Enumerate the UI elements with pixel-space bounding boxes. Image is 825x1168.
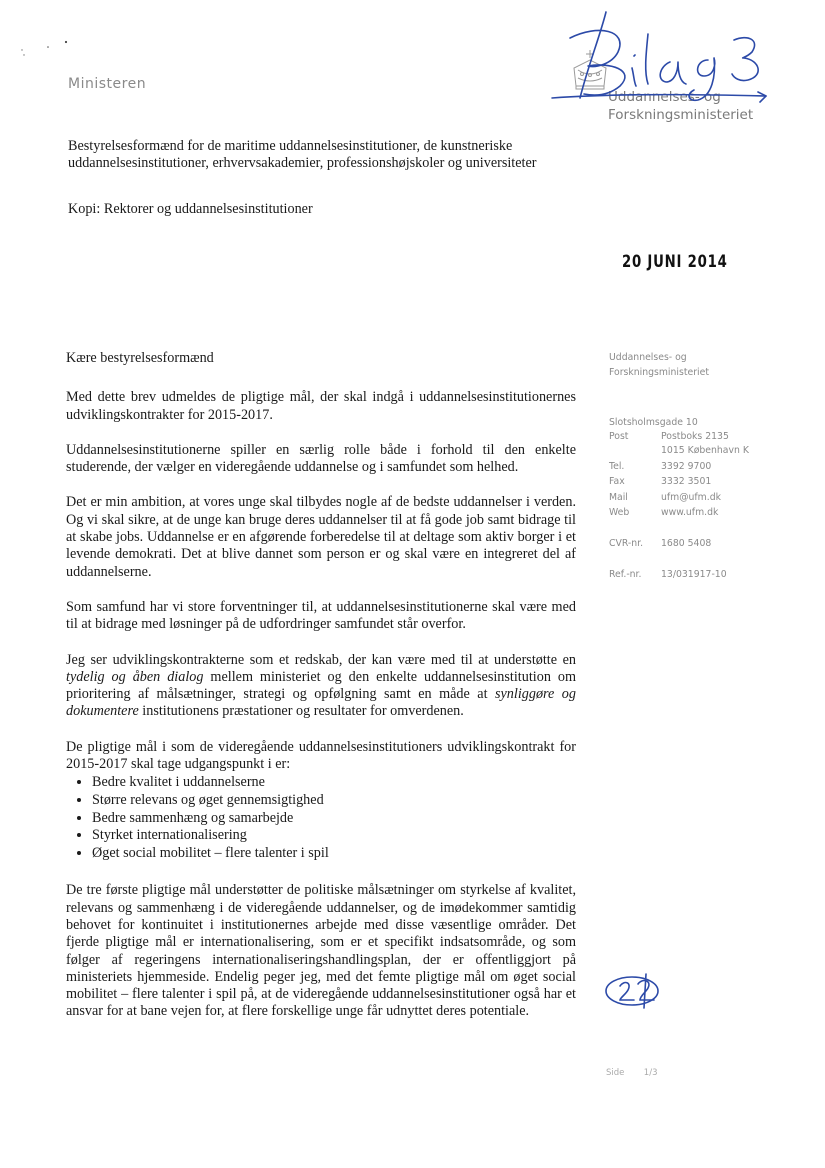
sidebar-post-value2: 1015 København K	[661, 445, 749, 456]
sidebar-address: Slotsholmsgade 10	[609, 417, 698, 428]
bilag-text: Bilag 3	[548, 6, 551, 7]
sidebar-post-value1: Postboks 2135	[661, 431, 729, 442]
letterhead-line1: Uddannelses- og	[608, 89, 721, 105]
sidebar-mail-label: Mail	[609, 492, 628, 503]
paragraph-1: Med dette brev udmeldes de pligtige mål, der skal indgå i uddannelsesinstitutionernes udviklingskontrakter for 2015-2017.	[66, 389, 576, 423]
sidebar-fax-value: 3332 3501	[661, 476, 712, 487]
list-item: • Bedre sammenhæng og samarbejde	[92, 810, 576, 828]
page-value: 1/3	[643, 1068, 658, 1078]
sidebar-web-label: Web	[609, 507, 630, 518]
sidebar-mail-value: ufm@ufm.dk	[661, 492, 721, 503]
paragraph-4: Som samfund har vi store forventninger til, at uddannelsesinstitutionerne skal være med til at bidrage med løsninger på de udfordringer samfundet står overfor.	[66, 598, 576, 633]
sidebar-ministry-line1: Uddannelses- og	[609, 352, 687, 363]
list-item: • Bedre kvalitet i uddannelserne	[92, 774, 576, 792]
paragraph-7: De tre første pligtige mål understøtter de politiske målsætninger om styrkelse af kvalitet, relevans og sammenhæng i de videregående uddannelser, og de imødekommer samtidig behovet for kontinuitet i institutionernes arbejde med disse væsentlige områder. Det fjerde pligtige mål er internationalisering, som er et specifikt indsatsområde, og som følger af regeringens internationaliseringshandlingsplan, der er offentliggjort på ministeriets hjemmeside. Endelig peger jeg, med det femte pligtige mål om øget social mobilitet – flere talenter i spil på, at de videregående uddannelsesinstitutioner også har et ansvar for at bane vejen for, at flere forskellige unge får udnyttet deres potentiale.	[66, 882, 576, 1020]
page-label: Side	[606, 1068, 625, 1078]
sender-title: Ministeren	[68, 76, 147, 92]
paragraph-2: Uddannelsesinstitutionerne spiller en særlig rolle både i forhold til den enkelte studerende, der vælger en videregående uddannelse og i samfundet som helhed.	[66, 441, 576, 476]
sidebar-post-label: Post	[609, 431, 629, 442]
paragraph-3: Det er min ambition, at vores unge skal tilbydes nogle af de bedste uddannelser i verden. Og vi skal sikre, at de unge kan bruge deres uddannelser til at få gode job samt bidrage til at skabe jobs. Uddannelse er en afgørende forberedelse til at deltage som aktiv borger i et levende demokrati. Det at blive dannet som person er og skal være en integreret del af uddannelserne.	[66, 494, 576, 580]
list-item: • Større relevans og øget gennemsigtighed	[92, 792, 576, 810]
sidebar-ministry-line2: Forskningsministeriet	[609, 367, 709, 378]
emphasis-synliggore: synliggøre og dokumentere	[66, 686, 576, 720]
sidebar-tel-label: Tel.	[609, 461, 625, 472]
bilag-stamp	[548, 6, 778, 106]
scan-specks	[14, 36, 94, 66]
sidebar-web-value: www.ufm.dk	[661, 507, 719, 518]
sidebar-tel-value: 3392 9700	[661, 461, 712, 472]
sidebar-fax-label: Fax	[609, 476, 625, 487]
sidebar-ref-value: 13/031917-10	[661, 569, 727, 580]
letter-body	[66, 350, 576, 1039]
handwritten-number-text: 22	[602, 972, 603, 973]
page-number	[606, 1068, 657, 1078]
date-stamp: 20 JUNI 2014	[622, 252, 728, 272]
emphasis-dialog: tydelig og åben dialog	[66, 668, 204, 685]
sidebar-ref-label: Ref.-nr.	[609, 569, 642, 580]
sidebar-contact	[609, 417, 809, 587]
salutation: Kære bestyrelsesformænd	[66, 350, 214, 366]
list-item: • Øget social mobilitet – flere talenter i spil	[92, 845, 576, 863]
sidebar-cvr-value: 1680 5408	[661, 538, 712, 549]
sidebar-ministry	[609, 352, 809, 392]
paragraph-6: De pligtige mål i som de videregående uddannelsesinstitutioners udviklingskontrakt for 2015-2017 skal tage udgangspunkt i er:	[66, 738, 576, 773]
goal-list	[66, 774, 576, 862]
copy-line: Kopi: Rektorer og uddannelsesinstitutioner	[68, 201, 313, 217]
sidebar-cvr-label: CVR-nr.	[609, 538, 644, 549]
recipients: Bestyrelsesformænd for de maritime uddannelsesinstitutioner, de kunstneriske uddannelsesinstitutioner, erhvervsakademier, professionshøjskoler og universiteter	[68, 138, 537, 171]
list-item: • Styrket internationalisering	[92, 827, 576, 845]
letterhead-line2: Forskningsministeriet	[608, 107, 754, 123]
handwritten-number	[602, 972, 672, 1012]
paragraph-5: Jeg ser udviklingskontrakterne som et redskab, der kan være med til at understøtte en tydelig og åben dialog mellem ministeriet og den enkelte uddannelsesinstitution om prioritering af målsætninger, strategi og opfølgning samt en måde at synliggøre og dokumentere institutionens præstationer og resultater for omverdenen.	[66, 651, 576, 720]
